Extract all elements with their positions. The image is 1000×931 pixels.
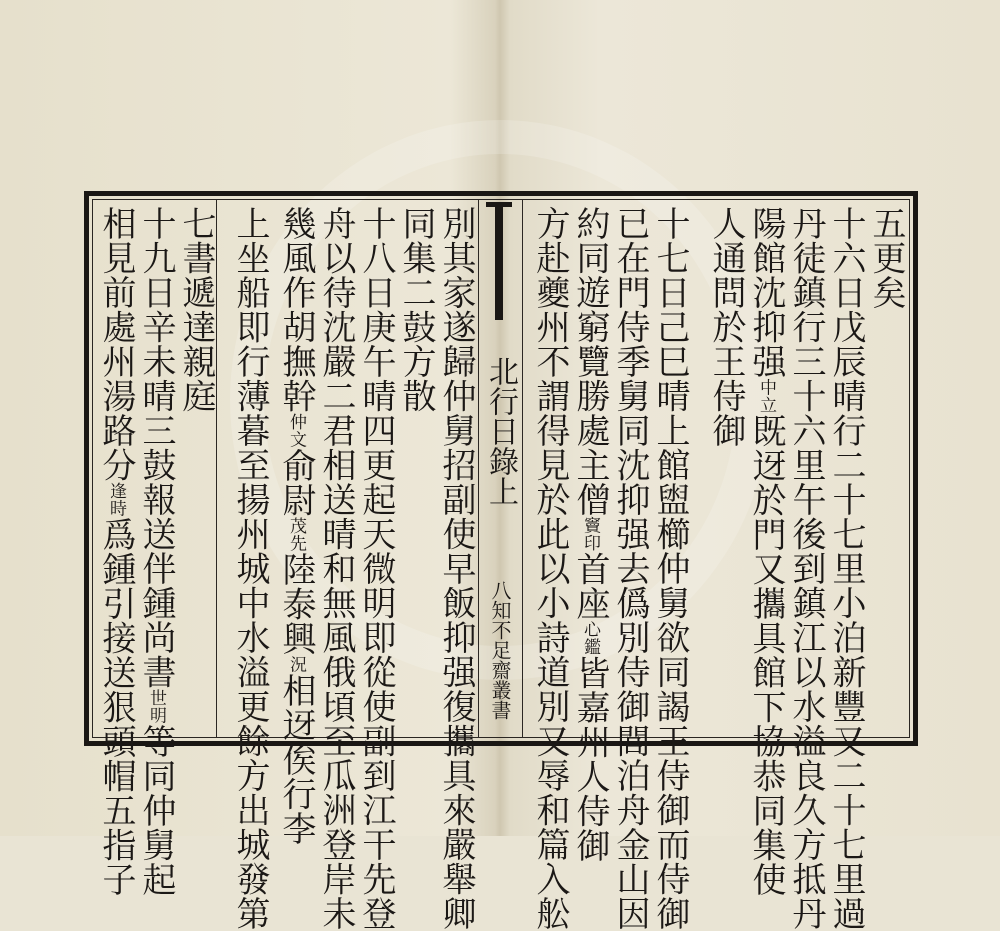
page-number: 八 bbox=[488, 580, 512, 600]
text-column: 十九日辛未晴三鼓報送伴鍾尚書世明等同仲舅起 bbox=[136, 206, 176, 897]
text-column: 十七日己巳晴上館盥櫛仲舅欲同謁王侍御而侍御 bbox=[650, 206, 690, 931]
text-column: 人通問於王侍御 bbox=[706, 206, 746, 448]
annotation-note: 心鑑 bbox=[580, 620, 600, 656]
annotation-note: 況 bbox=[286, 655, 306, 673]
book-title: 北行日錄上 bbox=[483, 356, 518, 506]
text-column: 十八日庚午晴四更起天微明即從使副到江干先登 bbox=[356, 206, 396, 931]
text-column: 別其家遂歸仲舅招副使早飯抑强復攜具來嚴舉卿 bbox=[436, 206, 476, 931]
text-column: 相見前處州湯路分逢時爲鍾引接送狠頭帽五指子 bbox=[96, 206, 136, 897]
text-column: 上坐船即行薄暮至揚州城中水溢更餘方出城發第 bbox=[230, 206, 270, 931]
annotation-note: 竇印 bbox=[580, 516, 600, 552]
annotation-note: 世明 bbox=[146, 689, 166, 724]
text-column: 丹徒鎮行三十六里午後到鎮江以水溢良久方抵丹 bbox=[786, 206, 826, 931]
text-column: 約同遊窮覽勝處主僧竇印首座心鑑皆嘉州人侍御 bbox=[570, 206, 610, 863]
text-column: 已在門侍季舅同沈抑强去僞別侍御閭泊舟金山因 bbox=[610, 206, 650, 931]
text-column: 五更矣 bbox=[866, 206, 906, 310]
text-column: 陽館沈抑强中立既迓於門又攜具館下協恭同集使 bbox=[746, 206, 786, 897]
annotation-note: 仲文 bbox=[286, 413, 306, 448]
center-rule-right bbox=[522, 199, 523, 738]
fish-tail-bar bbox=[495, 202, 503, 320]
text-column: 十六日戊辰晴行二十七里小泊新豐又二十七里過 bbox=[826, 206, 866, 931]
column-rule bbox=[216, 199, 217, 738]
text-column: 幾風作胡撫幹仲文俞尉茂先陸泰興況相迓俟行李 bbox=[276, 206, 316, 846]
annotation-note: 逢時 bbox=[106, 482, 126, 517]
text-column: 同集二鼓方散 bbox=[396, 206, 436, 413]
text-column: 舟以待沈嚴二君相送晴和無風俄頃至瓜洲登岸未 bbox=[316, 206, 356, 931]
text-column: 方赴夔州不謂得見於此以小詩道別又辱和篇入舩 bbox=[530, 206, 570, 931]
center-rule-left bbox=[478, 199, 479, 738]
annotation-note: 中立 bbox=[756, 378, 776, 414]
series-title: 八知不足齋叢書 bbox=[488, 580, 512, 720]
text-column: 七書遞達親庭 bbox=[176, 206, 216, 413]
annotation-note: 茂先 bbox=[286, 517, 306, 552]
